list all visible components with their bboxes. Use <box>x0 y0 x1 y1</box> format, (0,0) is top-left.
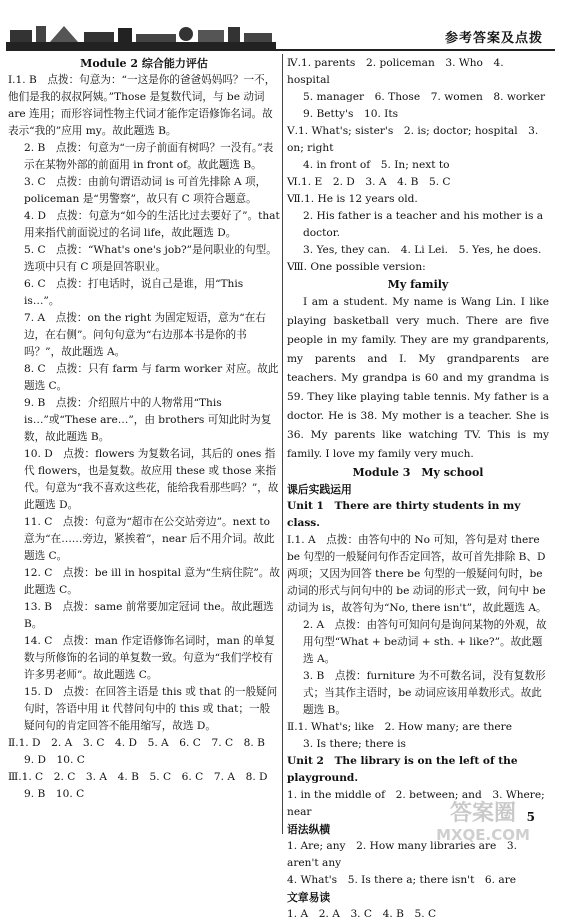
part8-heading: Ⅷ. One possible version: <box>287 261 426 273</box>
answer-item: 7. A 点拨：on the right 为固定短语，意为“在右边，在右侧”。问句句意为“右边那本书是你的书吗？”，故此题选 A。 <box>24 312 266 358</box>
answer-item: 3. B 点拨：furniture 为不可数名词，没有复数形式；当其作主语时，be 动词应该用单数形式。故此题选 B。 <box>303 670 546 716</box>
header-title: 参考答案及点拨 <box>444 31 543 46</box>
part3-answers: Ⅲ.1. C 2. C 3. A 4. B 5. C 6. C 7. A 8. D <box>8 771 268 783</box>
part7-answers: 2. His father is a teacher and his mother is a doctor. <box>303 210 544 239</box>
grammar-heading: 语法纵横 <box>287 823 331 836</box>
left-column <box>8 55 280 803</box>
part7-answers: Ⅶ.1. He is 12 years old. <box>287 193 418 205</box>
answer-item: 5. C 点拨：“What's one's job?”是问职业的句型。选项中只有 C 项是回答职业。 <box>24 244 277 273</box>
part2-answers-cont: 9. D 10. C <box>24 754 85 766</box>
part6-answers: Ⅵ.1. E 2. D 3. A 4. B 5. C <box>287 176 451 188</box>
header-banner-illustration <box>6 24 276 50</box>
answer-item: 10. D 点拨：flowers 为复数名词，其后的 ones 指代 flowers，也是复数。故应用 these 或 those 来指代。句意为“我不喜欢这些花，能给我看那些吗？”，故此题选 D。 <box>24 448 279 511</box>
reading-heading: 文章易读 <box>287 891 331 904</box>
part2-answers: Ⅱ.1. D 2. A 3. C 4. D 5. A 6. C 7. C 8. B <box>8 737 265 749</box>
essay-title: My family <box>387 278 449 291</box>
answer-item: Ⅰ.1. B 点拨：句意为：“一这是你的爸爸妈妈吗？一不，他们是我的叔叔阿姨。”Those 是复数代词，与 be 动词 are 连用；而形容词性物主代词才能作定语修饰名词。故表示“我的”应用 my。故此题选 B。 <box>8 74 276 137</box>
essay-body: I am a student. My name is Wang Lin. I like playing basketball very much. There are five people in my family. They are my grandparents, my parents and I. My grandparents are teachers. My grandpa is 60 and my grandma is 59. They like playing table tennis. My father is a doctor. He is 38. My mother is a teacher. She is 36. My parents like watching TV. This is my family. I love my family very much. <box>287 296 549 460</box>
unit1-part2-answers: Ⅱ.1. What's; like 2. How many; are there <box>287 721 513 733</box>
answer-item: 9. B 点拨：介绍照片中的人物常用“This is…”或“These are…”，由 brothers 可知此时为复数，故此题选 B。 <box>24 397 272 443</box>
reading-answers: 1. A 2. A 3. C 4. B 5. C <box>287 908 437 920</box>
grammar-answers: 4. What's 5. Is there a; there isn't 6. are <box>287 874 517 886</box>
unit2-heading: Unit 2 The library is on the left of the playground. <box>287 755 518 784</box>
answer-item: 3. C 点拨：由前句谓语动词 is 可首先排除 A 项，policeman 是“男警察”，故只有 C 项符合题意。 <box>24 176 267 205</box>
unit1-heading: Unit 1 There are thirty students in my class. <box>287 500 521 529</box>
part5-answers: Ⅴ.1. What's; sister's 2. is; doctor; hospital 3. on; right <box>287 125 539 154</box>
practice-heading: 课后实践运用 <box>287 483 352 496</box>
part3-answers-cont: 9. B 10. C <box>24 788 85 800</box>
answer-item: 14. C 点拨：man 作定语修饰名词时，man 的单复数与所修饰的名词的单复数一致。句意为“我们学校有许多男老师”。故此题选 C。 <box>24 635 275 681</box>
watermark-url: MXQE.COM <box>436 826 530 844</box>
part7-answers: 3. Yes, they can. 4. Li Lei. 5. Yes, he does. <box>303 244 542 256</box>
header-rule <box>6 49 555 51</box>
part5-answers: 4. in front of 5. In; next to <box>303 159 450 171</box>
grammar-answers: 1. Are; any 2. How many libraries are 3. aren't any <box>287 840 517 869</box>
answer-item: 8. C 点拨：只有 farm 与 farm worker 对应。故此题选 C。 <box>24 363 279 392</box>
answer-item: 15. D 点拨：在回答主语是 this 或 that 的一般疑问句时，答语中用 it 代替问句中的 this 或 that；一般疑问句的肯定回答不能用缩写，故选 D。 <box>24 686 278 732</box>
answer-item: 2. B 点拨：句意为“一房子前面有树吗？一没有。”表示在某物外部的前面用 in front of。故此题选 B。 <box>24 142 274 171</box>
part4-answers: 5. manager 6. Those 7. women 8. worker <box>303 91 546 103</box>
answer-item: 4. D 点拨：句意为“如今的生活比过去要好了”。that 用来指代前面说过的名词 life，故此题选 D。 <box>24 210 280 239</box>
module3-title: Module 3 My school <box>352 466 484 479</box>
answer-item: 2. A 点拨：由答句可知问句是询问某物的外观，故用句型“What + be动词 + sth. + like?”。故此题选 A。 <box>303 619 547 665</box>
answer-item: 13. B 点拨：same 前常要加定冠词 the。故此题选 B。 <box>24 601 274 630</box>
right-column <box>287 55 549 923</box>
part4-answers: 9. Betty's 10. Its <box>303 108 399 120</box>
answer-item: 6. C 点拨：打电话时，说自己是谁，用“This is…”。 <box>24 278 244 307</box>
part4-answers: Ⅳ.1. parents 2. policeman 3. Who 4. hospital <box>287 57 504 86</box>
answer-item: 12. C 点拨：be ill in hospital 意为“生病住院”。故此题选 C。 <box>24 567 280 596</box>
unit1-part2-answers: 3. Is there; there is <box>303 738 406 750</box>
column-divider <box>282 54 283 834</box>
answer-item: Ⅰ.1. A 点拨：由答句中的 No 可知，答句是对 there be 句型的一般疑问句作否定回答，故可首先排除 B、D 两项；又因为回答 there be 句型的一般疑问句时，be 动词的形式与问句中的 be 动词的形式一致，问句中 be 动词为 is，故答句为“No, there isn't”，故此题选 A。 <box>287 534 547 614</box>
module2-title: Module 2 综合能力评估 <box>80 57 208 70</box>
watermark-logo <box>413 796 553 846</box>
answer-item: 11. C 点拨：句意为“超市在公交站旁边”。next to 意为“在……旁边，紧挨着”，near 后不用介词。故此题选 C。 <box>24 516 275 562</box>
watermark-text: 答案圈 <box>449 801 517 826</box>
page-number: 5 <box>526 810 535 824</box>
unit2-answers: 1. in the middle of 2. between; and 3. Where; near <box>287 789 545 818</box>
